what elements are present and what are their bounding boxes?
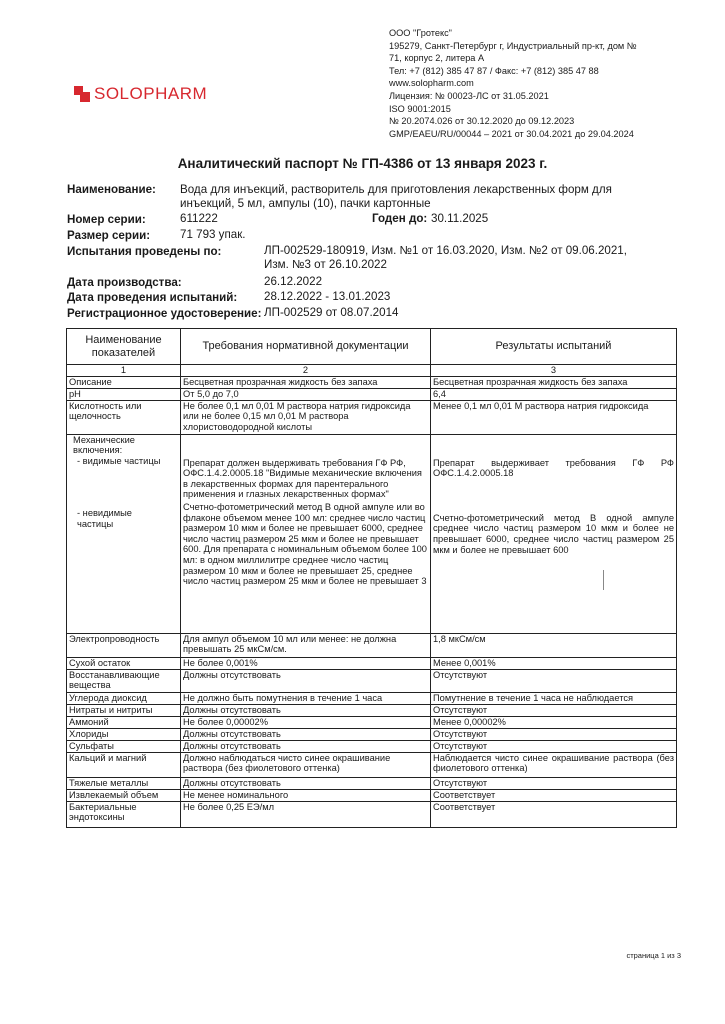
column-number-row [67,365,677,377]
document-title: Аналитический паспорт № ГП-4386 от 13 января 2023 г. [177,156,548,171]
tested-value-1: ЛП-002529-180919, Изм. №1 от 16.03.2020, Изм. №2 от 09.06.2021, [264,244,627,257]
tested-value-2: Изм. №3 от 26.10.2022 [264,258,387,271]
row-requirement: Должны отсутствовать [181,669,431,692]
row-indicator: Восстанавливающие вещества [67,669,181,692]
row-result: Соответствует [431,801,677,827]
company-line: 71, корпус 2, литера А [389,53,485,64]
mech-name-2: - видимые частицы [77,455,161,466]
name-label: Наименование: [67,183,156,196]
row-indicator: Извлекаемый объем [67,789,181,801]
row-requirement: Должны отсутствовать [181,704,431,716]
table-row [67,752,677,777]
row-result: Отсутствуют [431,669,677,692]
company-line: ISO 9001:2015 [389,103,451,114]
row-result: Отсутствуют [431,704,677,716]
scan-mark [603,570,604,590]
row-requirement: Не более 0,00002% [181,716,431,728]
page-number: страница 1 из 3 [626,951,681,960]
row-requirement: Не более 0,1 мл 0,01 М раствора натрия гидроксида или не более 0,15 мл 0,01 М раствора хлористоводородной кислоты [181,400,431,434]
company-line: www.solopharm.com [389,78,474,89]
header-requirements: Требования нормативной документации [181,329,431,365]
company-line: № 20.2074.026 от 30.12.2020 до 09.12.2023 [389,116,575,127]
row-indicator: Углерода диоксид [67,692,181,704]
company-line: 195279, Санкт-Петербург г, Индустриальный пр-кт, дом № [389,40,637,51]
row-indicator: Тяжелые металлы [67,777,181,789]
company-line: Лицензия: № 00023-ЛС от 31.05.2021 [389,90,549,101]
row-result: Бесцветная прозрачная жидкость без запаха [431,376,677,388]
table-row [67,789,677,801]
row-requirement: От 5,0 до 7,0 [181,388,431,400]
mech-res-visible: Препарат выдерживает требования ГФ РФ ОФС.1.4.2.0005.18 [433,457,674,479]
row-indicator: Кальций и магний [67,752,181,777]
table-row [67,657,677,669]
header-results: Результаты испытаний [431,329,677,365]
mech-res-invisible: Счетно-фотометрический метод В одной ампуле среднее число частиц размером 10 мкм и более не превышает 6000, среднее число частиц размером 25 мкм и более не превышает 600 [433,512,674,555]
row-result: Соответствует [431,789,677,801]
expiry-value: 30.11.2025 [431,212,489,225]
mech-req-visible: Препарат должен выдерживать требования ГФ РФ, ОФС.1.4.2.0005.18 "Видимые механические включения в лекарственных формах для парентерального применения и глазных лекарственных формах" [183,457,422,500]
size-label: Размер серии: [67,229,151,242]
header-indicator: Наименование показателей [67,329,181,365]
table-row [67,669,677,692]
table-row [67,716,677,728]
row-result: Менее 0,1 мл 0,01 М раствора натрия гидроксида [431,400,677,434]
row-indicator: Кислотность или щелочность [67,400,181,434]
row-requirement: Не менее номинального [181,789,431,801]
row-requirement: Должно наблюдаться чисто синее окрашивание раствора (без фиолетового оттенка) [181,752,431,777]
company-line: ООО "Гротекс" [389,28,452,38]
row-requirement: Не более 0,25 ЕЭ/мл [181,801,431,827]
table-row [67,704,677,716]
row-result: Отсутствуют [431,777,677,789]
row-result: Помутнение в течение 1 часа не наблюдается [431,692,677,704]
mech-name-1: Механические включения: [73,434,135,456]
mech-name-3: - невидимые частицы [77,508,132,529]
name-value-2: инъекций, 5 мл, ампулы (10), пачки картонные [180,197,431,210]
row-requirement: Должны отсутствовать [181,728,431,740]
row-indicator: Нитраты и нитриты [67,704,181,716]
registration-label: Регистрационное удостоверение: [67,307,262,320]
test-dates-value: 28.12.2022 - 13.01.2023 [264,290,391,303]
row-indicator: Сульфаты [67,740,181,752]
size-value: 71 793 упак. [180,228,246,241]
registration-value: ЛП-002529 от 08.07.2014 [264,306,399,319]
table-row [67,388,677,400]
row-indicator: Сухой остаток [67,657,181,669]
row-indicator: Хлориды [67,728,181,740]
table-row [67,633,677,657]
name-value-1: Вода для инъекций, растворитель для приготовления лекарственных форм для [180,183,612,196]
tested-label: Испытания проведены по: [67,245,222,258]
logo-text: SOLOPHARM [94,84,208,103]
row-requirement: Должны отсутствовать [181,740,431,752]
row-requirement [181,434,431,633]
solopharm-logo [74,84,207,104]
row-result: 1,8 мкСм/см [431,633,677,657]
table-row [67,801,677,827]
production-date-label: Дата производства: [67,276,182,289]
table-row [67,777,677,789]
row-indicator: Электропроводность [67,633,181,657]
company-details [389,27,689,140]
column-number: 2 [181,365,431,377]
row-requirement: Должны отсутствовать [181,777,431,789]
mech-req-invisible: Счетно-фотометрический метод В одной ампуле или во флаконе объемом менее 100 мл: среднее число частиц размером 10 мкм и более не превышает 6000, среднее число частиц размером 25 мкм и более не превышает 600. Для препарата с номинальным объемом более 100 мл: в одном миллилитре среднее число частиц размером 10 мкм и более не превышает 25, среднее число частиц размером 25 мкм и более не превышает 3 [183,501,427,587]
solopharm-logo-icon [74,86,90,102]
row-indicator [67,434,181,633]
company-line: GMP/EAEU/RU/00044 – 2021 от 30.04.2021 до 29.04.2024 [389,128,634,139]
row-result [431,434,677,633]
table-row [67,728,677,740]
row-indicator: Описание [67,376,181,388]
row-requirement: Бесцветная прозрачная жидкость без запаха [181,376,431,388]
row-result: Наблюдается чисто синее окрашивание раствора (без фиолетового оттенка) [431,752,677,777]
row-result: 6,4 [431,388,677,400]
series-value: 611222 [180,212,218,225]
series-label: Номер серии: [67,213,146,226]
table-row [67,692,677,704]
company-line: Тел: +7 (812) 385 47 87 / Факс: +7 (812) 385 47 88 [389,65,599,76]
table-header-row [67,329,677,365]
row-requirement: Не должно быть помутнения в течение 1 часа [181,692,431,704]
expiry-label: Годен до: [372,212,428,225]
row-requirement: Для ампул объемом 10 мл или менее: не должна превышать 25 мкСм/см. [181,633,431,657]
row-result: Отсутствуют [431,740,677,752]
column-number: 1 [67,365,181,377]
row-result: Менее 0,001% [431,657,677,669]
row-indicator: Бактериальные эндотоксины [67,801,181,827]
row-result: Менее 0,00002% [431,716,677,728]
row-requirement: Не более 0,001% [181,657,431,669]
table-row [67,740,677,752]
table-row [67,376,677,388]
row-indicator: Аммоний [67,716,181,728]
row-indicator: pH [67,388,181,400]
test-dates-label: Дата проведения испытаний: [67,291,238,304]
results-table [66,328,677,828]
table-row-mechanical-inclusions [67,434,677,633]
production-date-value: 26.12.2022 [264,275,323,288]
table-row [67,400,677,434]
row-result: Отсутствуют [431,728,677,740]
column-number: 3 [431,365,677,377]
